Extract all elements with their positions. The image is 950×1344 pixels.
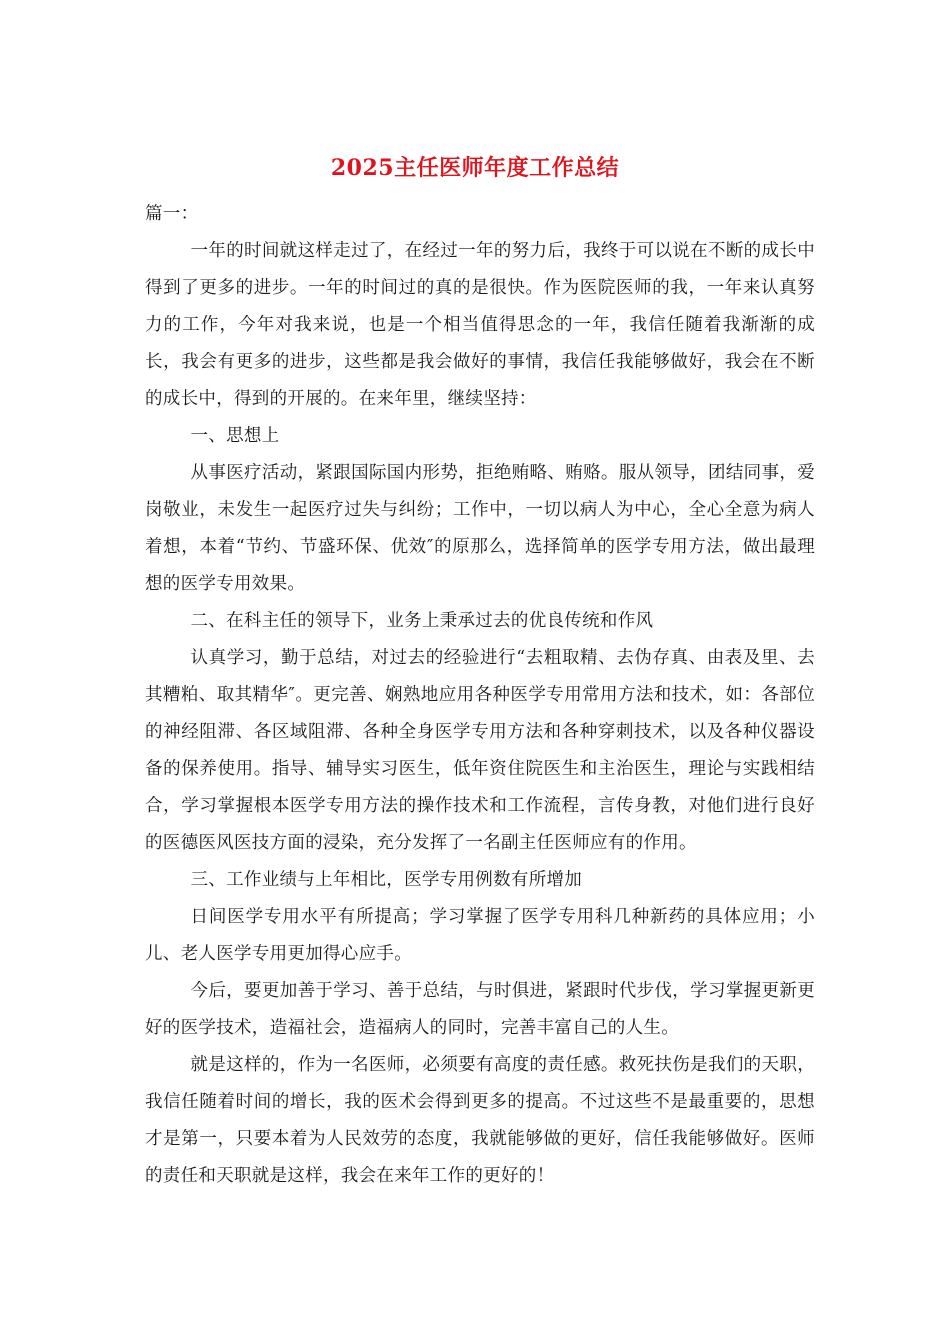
heading-thought: 一、思想上 [190, 426, 280, 446]
paragraph-thought: 从事医疗活动，紧跟国际国内形势，拒绝贿略、贿赂。服从领导，团结同事，爱岗敬业，未发生一起医疗过失与纠纷；工作中，一切以病人为中心，全心全意为病人着想，本着“节约、节盛环保、优效″的原那么，选择简单的医学专用方法，做出最理想的医学专用效果。 [145, 463, 815, 594]
paragraph-performance: 日间医学专用水平有所提高；学习掌握了医学专用科几种新药的具体应用；小儿、老人医学专用更加得心应手。 [145, 907, 815, 964]
paragraph-intro: 一年的时间就这样走过了，在经过一年的努力后，我终于可以说在不断的成长中得到了更多的进步。一年的时间过的真的是很快。作为医院医师的我，一年来认真努力的工作，今年对我来说，也是一个相当值得思念的一年，我信任随着我渐渐的成长，我会有更多的进步，这些都是我会做好的事情，我信任我能够做好，我会在不断的成长中，得到的开展的。在来年里，继续坚持： [145, 241, 815, 409]
heading-performance: 三、工作业绩与上年相比，医学专用例数有所增加 [190, 870, 583, 890]
paragraph-conclusion: 就是这样的，作为一名医师，必须要有高度的责任感。救死扶伤是我们的天职，我信任随着时间的增长，我的医术会得到更多的提高。不过这些不是最重要的，思想才是第一，只要本着为人民效劳的态度，我就能够做的更好，信任我能够做好。医师的责任和天职就是这样，我会在来年工作的更好的！ [145, 1055, 815, 1186]
heading-business: 二、在科主任的领导下，业务上秉承过去的优良传统和作风 [190, 611, 654, 631]
section-label: 篇一： [145, 204, 199, 224]
paragraph-business: 认真学习，勤于总结，对过去的经验进行“去粗取精、去伪存真、由表及里、去其糟粕、取其精华″。更完善、娴熟地应用各种医学专用常用方法和技术，如：各部位的神经阻滞、各区域阻滞、各种全身医学专用方法和各种穿刺技术，以及各种仪器设备的保养使用。指导、辅导实习医生，低年资住院医生和主治医生，理论与实践相结合，学习掌握根本医学专用方法的操作技术和工作流程，言传身教，对他们进行良好的医德医风医技方面的浸染，充分发挥了一名副主任医师应有的作用。 [145, 648, 815, 853]
document-body [145, 196, 815, 1195]
paragraph-future: 今后，要更加善于学习、善于总结，与时俱进，紧跟时代步伐，学习掌握更新更好的医学技术，造福社会，造福病人的同时，完善丰富自己的人生。 [145, 981, 815, 1038]
document-title: 2025主任医师年度工作总结 [330, 155, 620, 181]
